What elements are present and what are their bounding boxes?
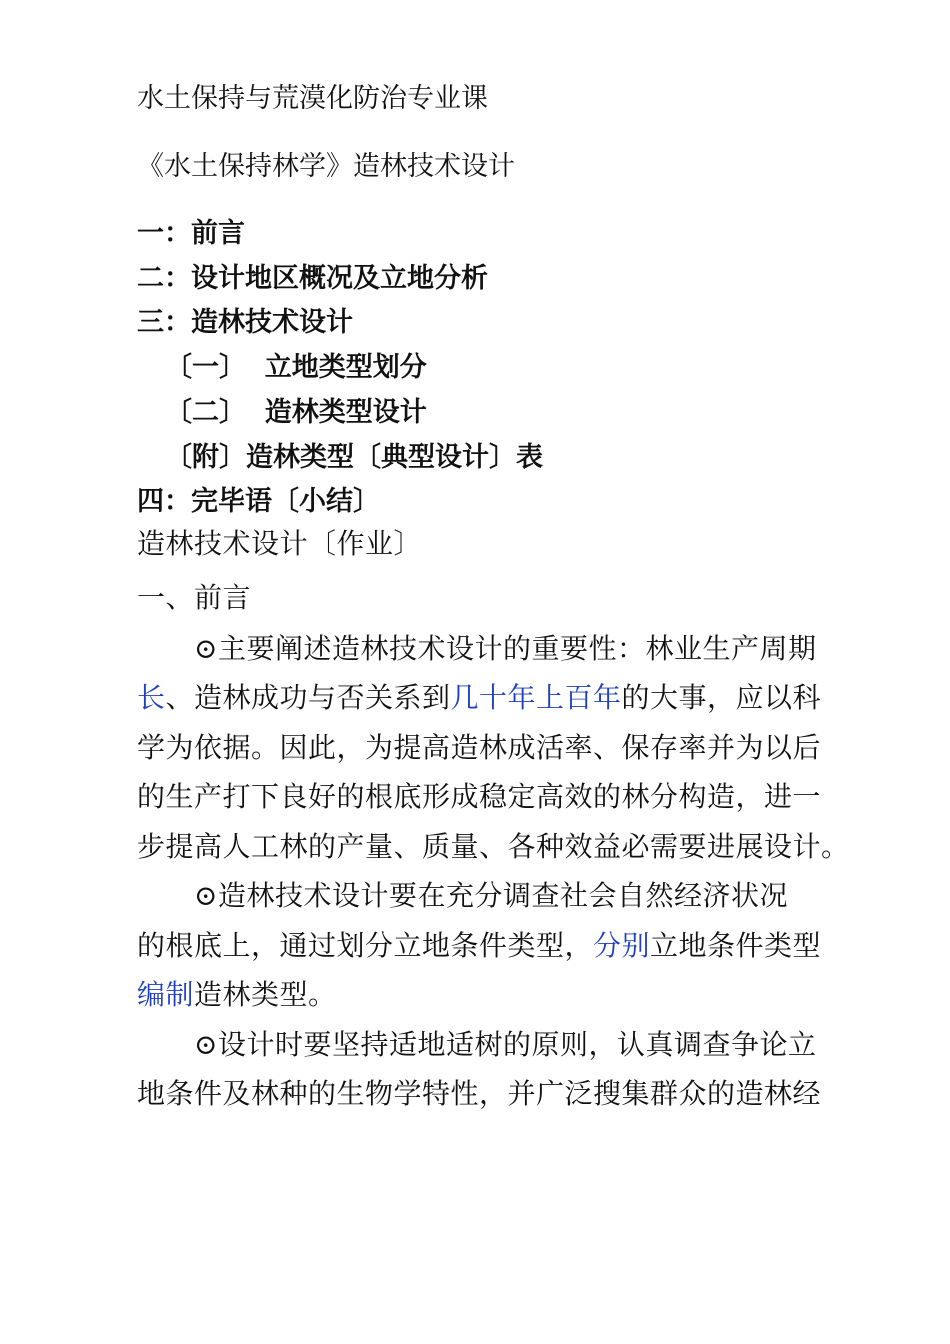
paragraph-1-line-2 <box>137 681 821 715</box>
document-title: 《水土保持林学》造林技术设计 <box>137 151 515 182</box>
link-term-separately[interactable]: 分别 <box>593 929 651 962</box>
paragraph-2-line-2-text-a: 的根底上，通过划分立地条件类型， <box>137 929 594 962</box>
outline-item-3-sub-3: 〔附〕造林类型〔典型设计〕表 <box>165 442 543 473</box>
paragraph-1-line-5: 步提高人工林的产量、质量、各种效益必需要进展设计。 <box>137 830 850 863</box>
paragraph-2-line-3-text: 造林类型。 <box>194 978 337 1011</box>
paragraph-1-line-4: 的生产打下良好的根底形成稳定高效的林分构造，进一 <box>137 780 822 813</box>
paragraph-3-line-2: 地条件及林种的生物学特性，并广泛搜集群众的造林经 <box>137 1077 822 1110</box>
paragraph-2-line-3 <box>137 978 337 1012</box>
paragraph-1-line-2-text-b: 的大事，应以科 <box>621 681 822 714</box>
outline-item-4: 四：完毕语〔小结〕 <box>137 486 380 517</box>
paragraph-1-line-3: 学为依据。因此，为提高造林成活率、保存率并为以后 <box>137 731 822 764</box>
link-term-decades[interactable]: 几十年上百年 <box>450 681 622 714</box>
assignment-title: 造林技术设计〔作业〕 <box>137 527 423 560</box>
link-term-chang[interactable]: 长 <box>137 681 166 714</box>
paragraph-1-line-2-text-a: 、造林成功与否关系到 <box>165 681 451 714</box>
paragraph-1-line-1: ⊙主要阐述造林技术设计的重要性：林业生产周期 <box>194 632 817 665</box>
outline-item-3: 三：造林技术设计 <box>137 307 353 338</box>
paragraph-2-line-2-text-b: 立地条件类型 <box>650 929 822 962</box>
paragraph-3-line-1: ⊙设计时要坚持适地适树的原则，认真调查争论立 <box>194 1028 817 1061</box>
paragraph-2-line-2 <box>137 929 821 963</box>
outline-item-3-sub-1: 〔一〕 立地类型划分 <box>165 352 427 383</box>
outline-item-1: 一：前言 <box>137 218 245 249</box>
section-heading: 一、前言 <box>137 581 252 614</box>
link-term-compile[interactable]: 编制 <box>137 978 195 1011</box>
outline-item-3-sub-2: 〔二〕 造林类型设计 <box>165 397 427 428</box>
course-line: 水土保持与荒漠化防治专业课 <box>137 83 488 114</box>
outline-item-2: 二：设计地区概况及立地分析 <box>137 263 488 294</box>
paragraph-2-line-1: ⊙造林技术设计要在充分调查社会自然经济状况 <box>194 879 788 912</box>
document-page <box>137 0 850 1344</box>
